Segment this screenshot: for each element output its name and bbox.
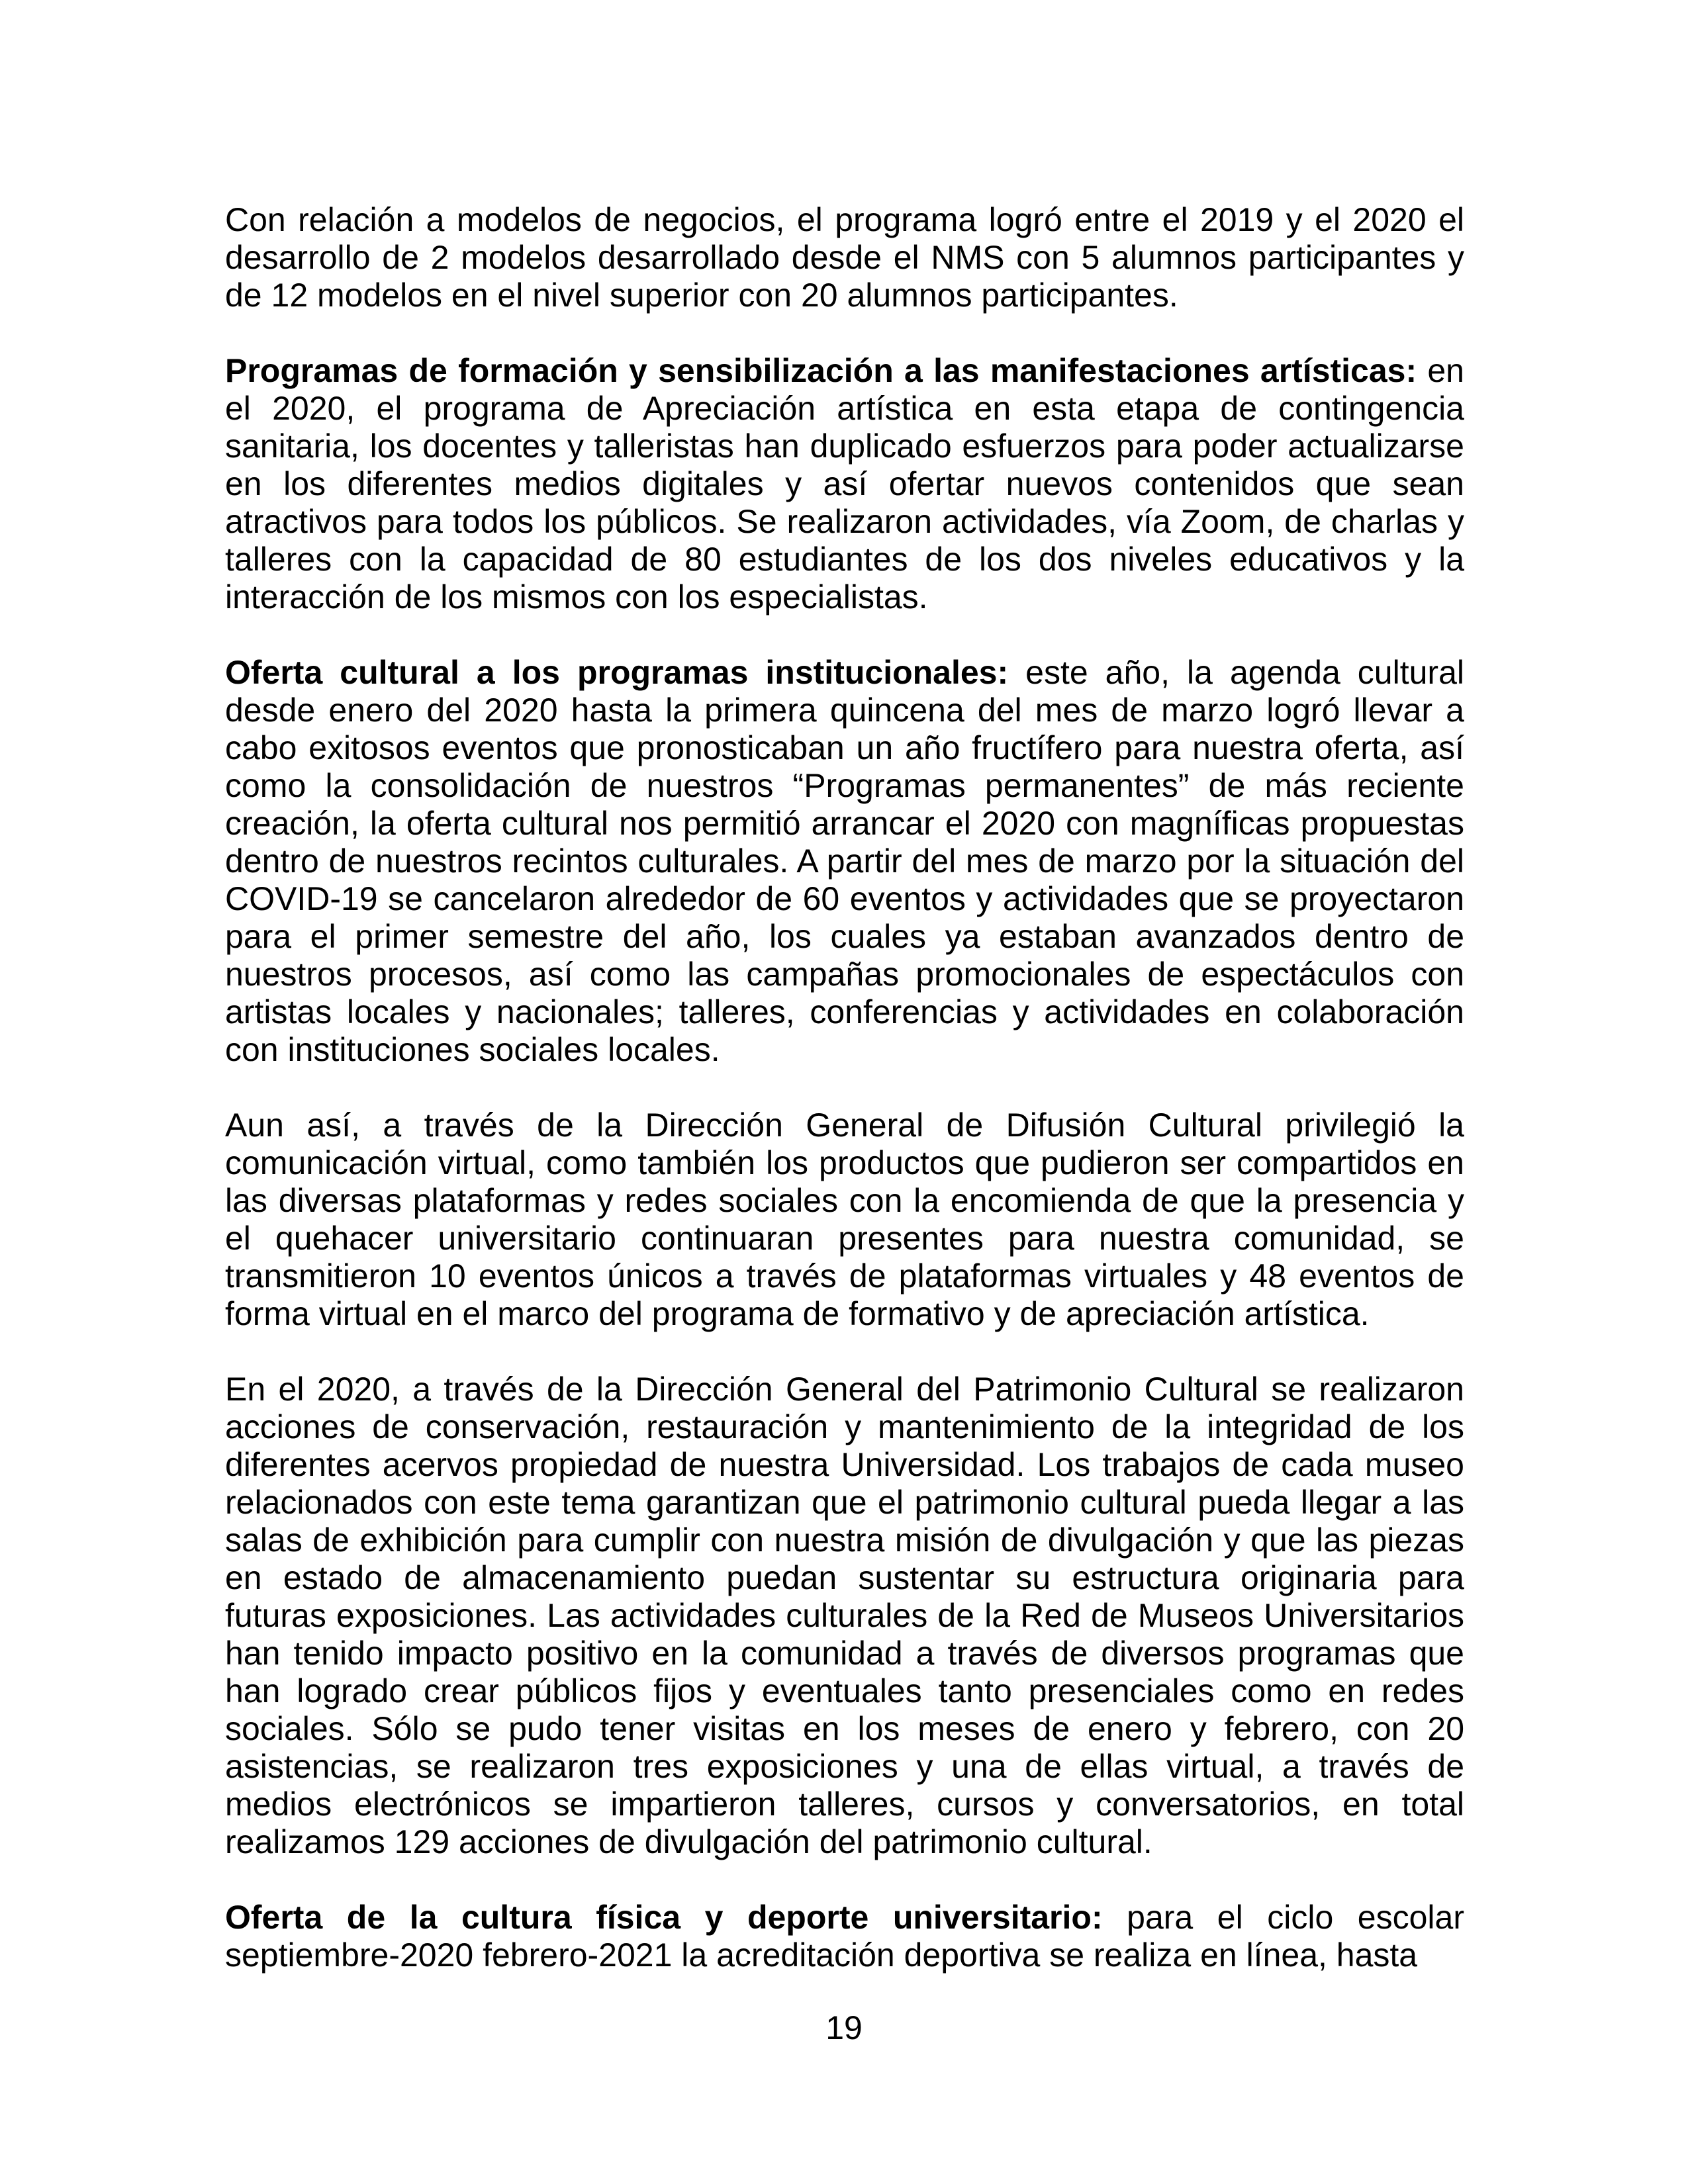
paragraph-text: Aun así, a través de la Dirección General de Difusión Cultural privilegió la comunicación virtual, como también los productos que pudieron ser compartidos en las diversas plataformas y redes sociales con la encomienda de que la presencia y el quehacer universitario continuaran presentes para nuestra comunidad, se transmitieron 10 eventos únicos a través de plataformas virtuales y 48 eventos de forma virtual en el marco del programa de formativo y de apreciación artística.: [225, 1107, 1464, 1332]
paragraph: [225, 1107, 1464, 1333]
paragraph-heading: Oferta cultural a los programas institucionales:: [225, 654, 1009, 691]
paragraph: [225, 352, 1464, 616]
paragraph: [225, 1899, 1464, 1974]
page-number: 19: [825, 2009, 863, 2046]
document-body: [225, 201, 1464, 1974]
paragraph: [225, 1371, 1464, 1861]
paragraph-text: Con relación a modelos de negocios, el programa logró entre el 2019 y el 2020 el desarrollo de 2 modelos desarrollado desde el NMS con 5 alumnos participantes y de 12 modelos en el nivel superior con 20 alumnos participantes.: [225, 201, 1464, 314]
paragraph-text: En el 2020, a través de la Dirección General del Patrimonio Cultural se realizaron acciones de conservación, restauración y mantenimiento de la integridad de los diferentes acervos propiedad de nuestra Universidad. Los trabajos de cada museo relacionados con este tema garantizan que el patrimonio cultural pueda llegar a las salas de exhibición para cumplir con nuestra misión de divulgación y que las piezas en estado de almacenamiento puedan sustentar su estructura originaria para futuras exposiciones. Las actividades culturales de la Red de Museos Universitarios han tenido impacto positivo en la comunidad a través de diversos programas que han logrado crear públicos fijos y eventuales tanto presenciales como en redes sociales. Sólo se pudo tener visitas en los meses de enero y febrero, con 20 asistencias, se realizaron tres exposiciones y una de ellas virtual, a través de medios electrónicos se impartieron talleres, cursos y conversatorios, en total realizamos 129 acciones de divulgación del patrimonio cultural.: [225, 1371, 1464, 1860]
paragraph-text: para el ciclo escolar septiembre-2020 febrero-2021 la acreditación deportiva se realiza en línea, hasta: [225, 1899, 1464, 1974]
paragraph-text: en el 2020, el programa de Apreciación artística en esta etapa de contingencia sanitaria, los docentes y talleristas han duplicado esfuerzos para poder actualizarse en los diferentes medios digitales y así ofertar nuevos contenidos que sean atractivos para todos los públicos. Se realizaron actividades, vía Zoom, de charlas y talleres con la capacidad de 80 estudiantes de los dos niveles educativos y la interacción de los mismos con los especialistas.: [225, 352, 1464, 615]
paragraph-text: este año, la agenda cultural desde enero del 2020 hasta la primera quincena del mes de marzo logró llevar a cabo exitosos eventos que pronosticaban un año fructífero para nuestra oferta, así como la consolidación de nuestros “Programas permanentes” de más reciente creación, la oferta cultural nos permitió arrancar el 2020 con magníficas propuestas dentro de nuestros recintos culturales. A partir del mes de marzo por la situación del COVID-19 se cancelaron alrededor de 60 eventos y actividades que se proyectaron para el primer semestre del año, los cuales ya estaban avanzados dentro de nuestros procesos, así como las campañas promocionales de espectáculos con artistas locales y nacionales; talleres, conferencias y actividades en colaboración con instituciones sociales locales.: [225, 654, 1464, 1068]
paragraph-heading: Programas de formación y sensibilización a las manifestaciones artísticas:: [225, 352, 1417, 389]
paragraph: [225, 654, 1464, 1069]
paragraph: [225, 201, 1464, 314]
paragraph-heading: Oferta de la cultura física y deporte universitario:: [225, 1899, 1103, 1936]
